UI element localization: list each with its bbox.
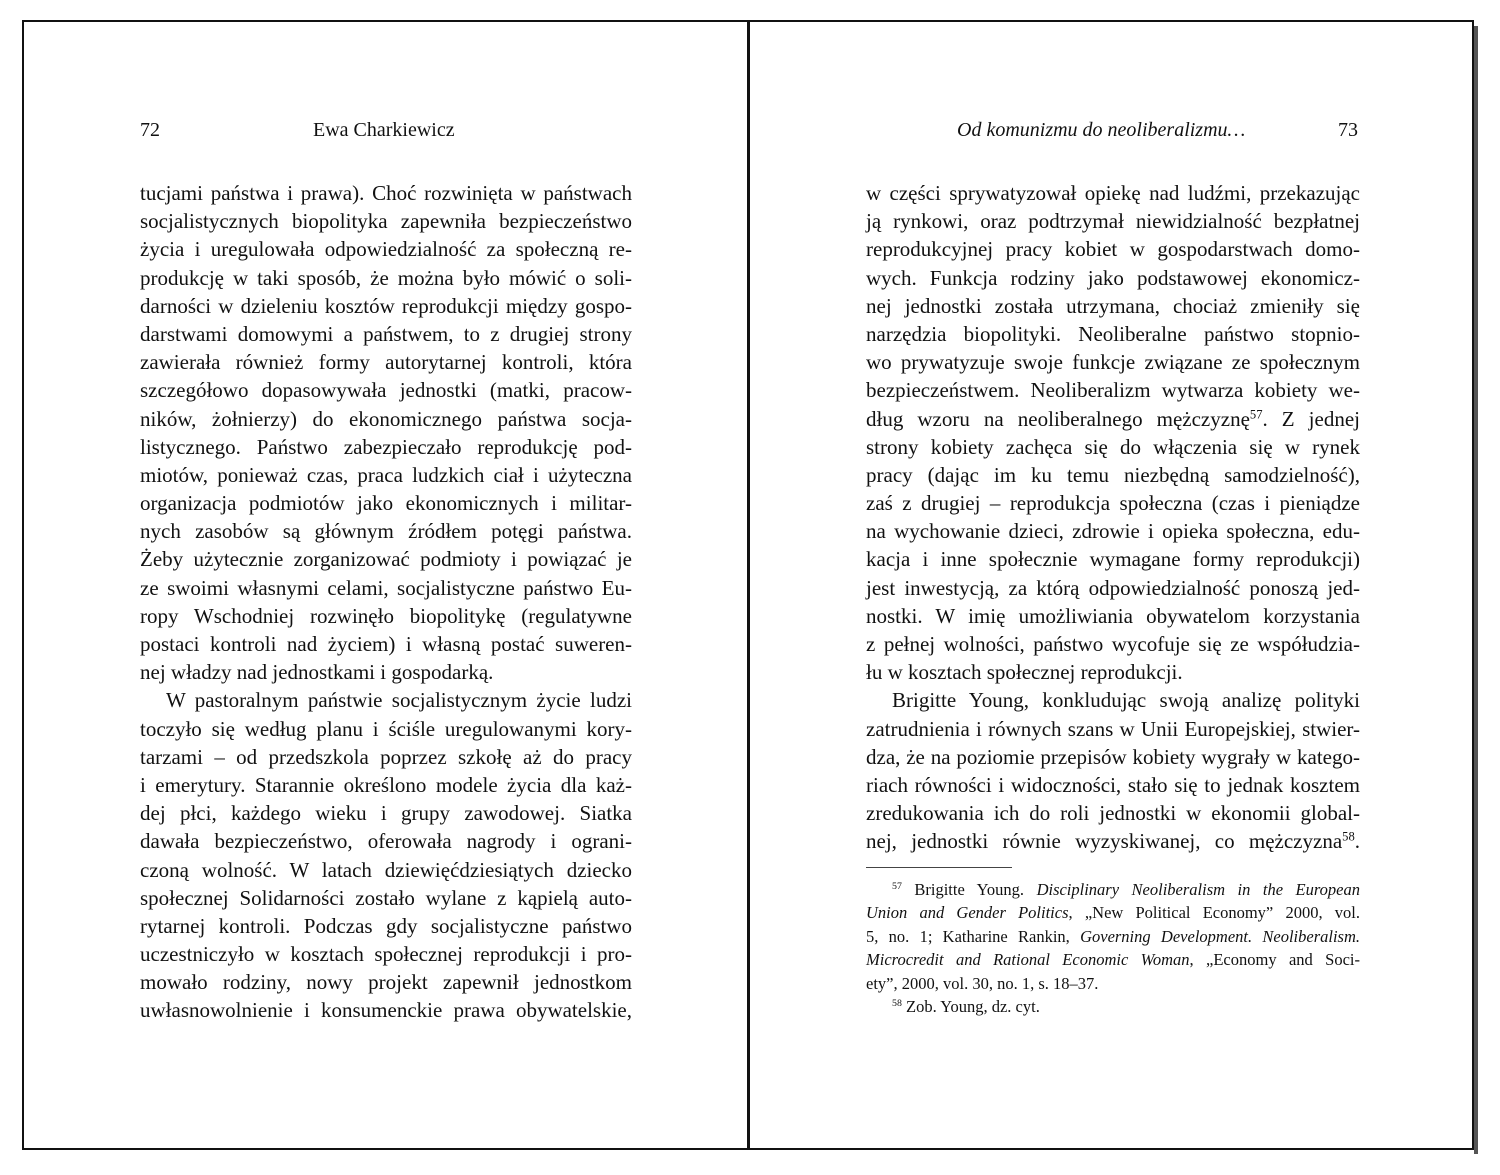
footnote-title: Union and Gender Politics: [866, 903, 1069, 923]
text-line: rytarnej kontroli. Podczas gdy socjalistyczne państwo: [140, 913, 632, 938]
text-line: ropy Wschodniej rozwinęło biopolitykę (regulatywne: [140, 603, 632, 628]
text-line: zatrudnienia i równych szans w Unii Europejskiej, stwier-: [866, 716, 1360, 741]
text-line: socjalistycznych biopolityka zapewniła bezpieczeństwo: [140, 209, 632, 234]
text-line: narzędzia biopolityki. Neoliberalne państwo stopnio-: [866, 321, 1360, 346]
footnote-number-57: 57: [892, 881, 902, 893]
text-line: darstwami domowymi a państwem, to z drugiej strony: [140, 321, 632, 346]
left-body-text: [140, 179, 632, 1025]
footnote-ref-57[interactable]: 57: [1249, 406, 1263, 421]
footnote-title: Disciplinary Neoliberalism in the European: [1036, 880, 1360, 899]
footnote-text: 5, no. 1; Katharine Rankin,: [866, 926, 1081, 946]
text-line: produkcję w taki sposób, że można było mówić o soli-: [140, 265, 632, 290]
text-line: nostki. W imię umożliwiania obywatelom korzystania: [866, 603, 1360, 628]
text-line-with-note-ref: [866, 827, 1360, 855]
text-line: zredukowania ich do roli jednostki w ekonomii global-: [866, 801, 1360, 826]
footnote-separator: [866, 867, 1012, 868]
book-spread: [22, 20, 1474, 1150]
footnote-title: Governing Development. Neoliberalism.: [1080, 926, 1360, 946]
text-line: miotów, ponieważ czas, praca ludzkich ciał i użyteczna: [140, 462, 632, 487]
footnotes: [866, 878, 1360, 1018]
text-line: tarzami – od przedszkola poprzez szkołę aż do pracy: [140, 744, 632, 769]
text-fragment: .: [1354, 829, 1360, 854]
text-line: nej władzy nad jednostkami i gospodarką.: [140, 660, 494, 685]
footnote-line: [866, 901, 1360, 924]
text-line: nej jednostki została utrzymana, chociaż zmieniły się: [866, 293, 1360, 318]
footnote-number-58: 58: [892, 998, 902, 1010]
text-line: jest inwestycją, za którą odpowiedzialność ponoszą jed-: [866, 575, 1360, 600]
text-line: wych. Funkcja rodziny jako podstawowej ekonomicz-: [866, 265, 1360, 290]
text-line: strony kobiety zachęca się do włączenia się w rynek: [866, 434, 1360, 459]
footnote-line: [866, 948, 1360, 971]
text-line: dza, że na poziomie przepisów kobiety wygrały w katego-: [866, 744, 1360, 769]
text-line: pracy (dając im ku temu niezbędną samodzielność),: [866, 462, 1360, 487]
text-line: Brigitte Young, konkludując swoją analizę polityki: [892, 688, 1360, 713]
text-line: bezpieczeństwem. Neoliberalizm wytwarza kobiety we-: [866, 378, 1360, 403]
text-line: kacja i inne społecznie wymagane formy reprodukcji): [866, 547, 1360, 572]
text-fragment: . Z jednej: [1262, 406, 1360, 431]
footnote-line: [866, 995, 1360, 1018]
footnote-text: Brigitte Young.: [901, 880, 1037, 899]
text-line: uczestniczyło w kosztach społecznej reprodukcji i pro-: [140, 942, 632, 967]
text-line: w części sprywatyzował opiekę nad ludźmi, przekazując: [866, 181, 1360, 205]
text-line: wo prywatyzuje swoje funkcje związane ze społecznym: [866, 350, 1360, 375]
text-line: ze swoimi własnymi celami, socjalistyczne państwo Eu-: [140, 575, 632, 600]
running-head-left: Ewa Charkiewicz: [313, 119, 455, 141]
text-fragment: dług wzoru na neoliberalnego mężczyznę: [866, 406, 1250, 431]
text-line: darności w dzieleniu kosztów reprodukcji między gospo-: [140, 293, 632, 318]
footnote-ref-58[interactable]: 58: [1342, 829, 1355, 844]
left-page: [24, 22, 747, 1148]
text-line: dawała bezpieczeństwo, oferowała nagrody i ograni-: [140, 829, 632, 854]
text-line: postaci kontroli nad życiem) i własną postać suweren-: [140, 632, 632, 656]
text-line: dej płci, każdego wieku i grupy zawodowej. Siatka: [140, 801, 632, 826]
text-line: toczyło się według planu i ściśle uregulowanymi kory-: [140, 716, 632, 741]
footnote-line: [866, 925, 1360, 948]
text-line: nych zasobów są głównym źródłem potęgi państwa.: [140, 519, 632, 544]
text-line: Żeby użytecznie zorganizować podmioty i powiązać je: [140, 547, 632, 572]
text-line: ników, żołnierzy) do ekonomicznego państwa socja-: [140, 406, 632, 431]
text-line: W pastoralnym państwie socjalistycznym życie ludzi: [166, 688, 632, 713]
footnote-text: , „New Political Economy” 2000, vol.: [1068, 903, 1360, 923]
text-line: listycznego. Państwo zabezpieczało reprodukcję pod-: [140, 434, 632, 459]
text-line: organizacja podmiotów jako ekonomicznych i militar-: [140, 491, 632, 516]
footnote-title: Microcredit and Rational Economic Woman: [866, 950, 1190, 970]
text-line: życia i uregulowała odpowiedzialność za społeczną re-: [140, 237, 632, 262]
page-number-left: 72: [140, 119, 160, 141]
footnote-line: [866, 878, 1360, 901]
text-line: zawierała również formy autorytarnej kontroli, która: [140, 350, 632, 375]
text-line: zaś z drugiej – reprodukcja społeczna (czas i pieniądze: [866, 491, 1360, 516]
text-line: reprodukcyjnej pracy kobiet w gospodarstwach domo-: [866, 237, 1360, 262]
text-line: z pełnej wolności, państwo wycofuje się ze współudzia-: [866, 632, 1360, 656]
text-line: i emerytury. Starannie określono modele życia dla każ-: [140, 772, 632, 797]
text-line: szczegółowo dopasowywała jednostki (matki, pracow-: [140, 378, 632, 403]
text-line: riach równości i widoczności, stało się to jednak kosztem: [866, 772, 1360, 797]
text-line: ją rynkowi, oraz podtrzymał niewidzialność bezpłatnej: [866, 209, 1360, 234]
text-fragment: nej, jednostki równie wyzyskiwanej, co mężczyzna: [866, 829, 1343, 854]
text-line: łu w kosztach społecznej reprodukcji.: [866, 660, 1183, 685]
running-head-right: Od komunizmu do neoliberalizmu…: [957, 119, 1246, 141]
text-line-with-note-ref: [866, 405, 1360, 433]
text-line: czoną wolność. W latach dziewięćdziesiątych dziecko: [140, 857, 632, 882]
right-page: [750, 22, 1474, 1148]
right-body-text: [866, 179, 1360, 856]
text-line: uwłasnowolnienie i konsumenckie prawa obywatelskie,: [140, 998, 632, 1023]
text-line: społecznej Solidarności zostało wylane z kąpielą auto-: [140, 885, 632, 910]
footnote-text: , „Economy and Soci-: [1189, 950, 1360, 970]
footnote-line: ety”, 2000, vol. 30, no. 1, s. 18–37.: [866, 973, 1099, 993]
page-number-right: 73: [1338, 119, 1358, 141]
text-line: na wychowanie dzieci, zdrowie i opieka społeczna, edu-: [866, 519, 1360, 544]
text-line: tucjami państwa i prawa). Choć rozwinięta w państwach: [140, 181, 632, 205]
text-line: mowało rodziny, nowy projekt zapewnił jednostkom: [140, 970, 632, 995]
footnote-text: Zob. Young, dz. cyt.: [901, 996, 1040, 1016]
